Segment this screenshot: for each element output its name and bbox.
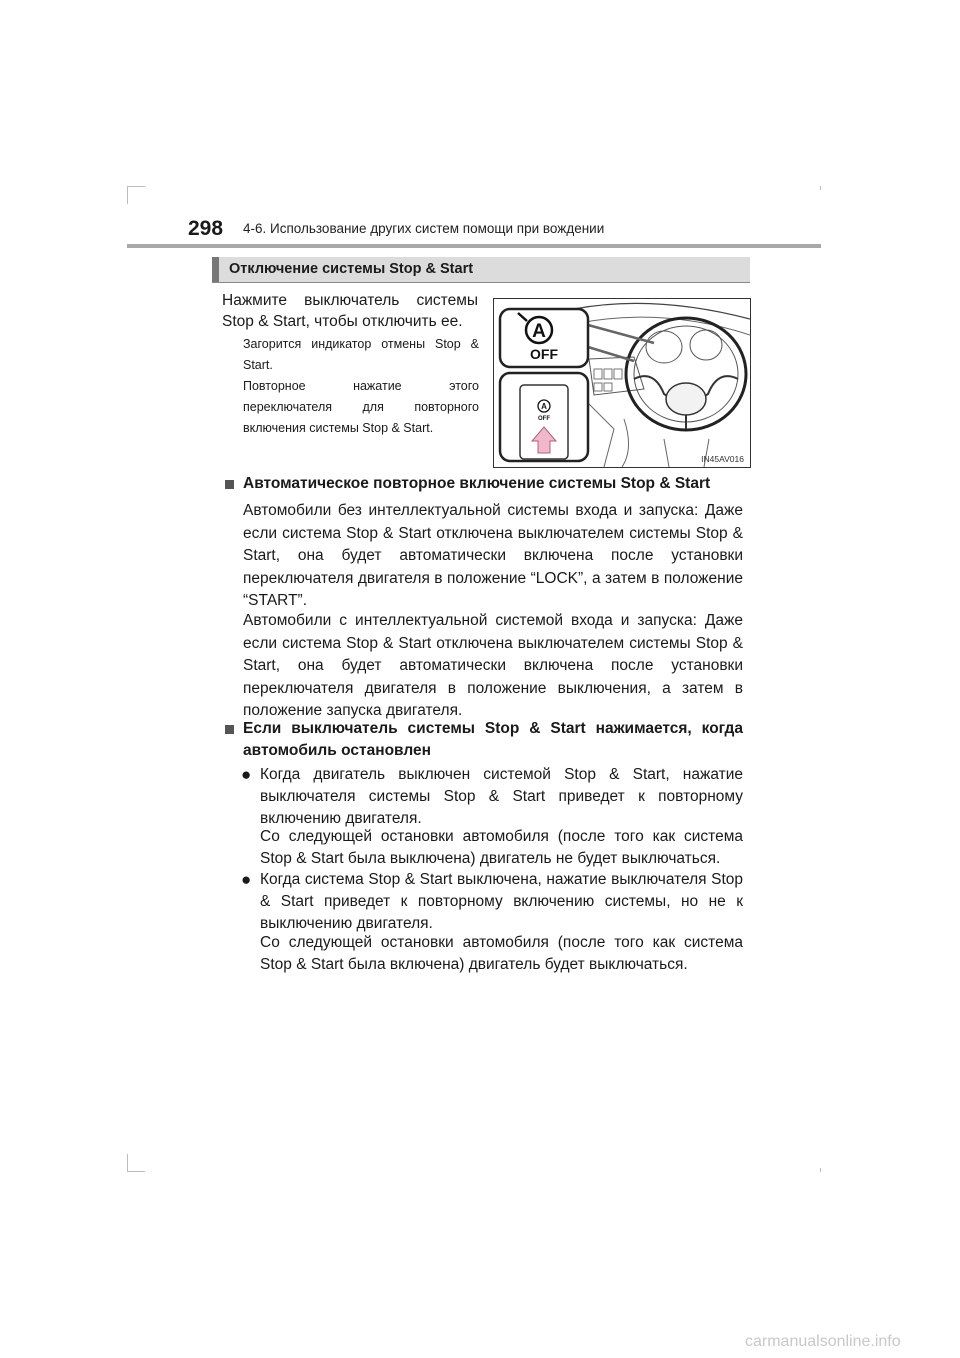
crop-mark bbox=[127, 186, 145, 187]
bullet-1-main: Когда двигатель выключен системой Stop & Start, нажатие выключателя системы Stop & Start приведет к повторному включению двигателя. bbox=[260, 766, 743, 827]
intro-line-2: Stop & Start, чтобы отключить ее. bbox=[222, 313, 463, 330]
section-underline bbox=[212, 282, 750, 283]
bullet-2-main: Когда система Stop & Start выключена, нажатие выключателя Stop & Start приведет к повторному включению системы, но не к выключению двигателя. bbox=[260, 871, 743, 932]
note-repeat: Повторное нажатие этого переключателя для повторного включения системы Stop & Start. bbox=[243, 379, 479, 435]
svg-text:OFF: OFF bbox=[538, 416, 550, 422]
heading-marker bbox=[225, 480, 234, 489]
crop-mark bbox=[127, 186, 128, 204]
svg-text:A: A bbox=[541, 402, 547, 411]
crop-mark bbox=[127, 1171, 145, 1172]
crop-mark bbox=[820, 1168, 821, 1172]
section-heading-bar bbox=[212, 257, 750, 282]
section-title: Отключение системы Stop & Start bbox=[229, 261, 474, 277]
pressed-stopped-heading: Если выключатель системы Stop & Start нажимается, когда автомобиль остановлен bbox=[243, 720, 743, 759]
auto-restart-para-2: Автомобили с интеллектуальной системой входа и запуска: Даже если система Stop & Start отключена выключателем системы Stop & Start, она будет автоматически включена после установки переключателя двигателя в положение выключения, а затем в положение запуска двигателя. bbox=[243, 612, 743, 719]
bullet-icon: ● bbox=[241, 765, 252, 784]
page-number: 298 bbox=[188, 217, 224, 240]
auto-restart-para-1: Автомобили без интеллектуальной системы входа и запуска: Даже если система Stop & Start отключена выключателем системы Stop & Start, она будет автоматически включена после установки переключателя двигателя в положение “LOCK”, а затем в положение “START”. bbox=[243, 502, 743, 609]
header-rule bbox=[127, 244, 821, 248]
figure-code: IN45AV016 bbox=[701, 454, 744, 464]
crop-mark bbox=[820, 186, 821, 190]
button-text: OFF bbox=[530, 346, 558, 362]
crop-mark bbox=[127, 1154, 128, 1172]
auto-restart-heading: Автоматическое повторное включение системы Stop & Start bbox=[243, 475, 711, 492]
watermark: carmanualsonline.info bbox=[745, 1333, 901, 1350]
bullet-2-sub: Со следующей остановки автомобиля (после того как система Stop & Start была включена) двигатель будет выключаться. bbox=[260, 934, 743, 973]
heading-marker bbox=[225, 725, 234, 734]
dashboard-figure bbox=[493, 298, 751, 468]
a-off-button-icon bbox=[500, 309, 588, 367]
running-head: 4-6. Использование других систем помощи при вождении bbox=[243, 221, 605, 236]
steering-wheel-icon bbox=[626, 318, 746, 430]
note-indicator: Загорится индикатор отмены Stop & Start. bbox=[243, 337, 479, 372]
bullet-icon: ● bbox=[241, 870, 252, 889]
intro-line-1: Нажмите выключатель системы bbox=[222, 292, 478, 309]
button-letter: A bbox=[532, 321, 546, 342]
dashboard-illustration bbox=[494, 299, 750, 467]
bullet-1-sub: Со следующей остановки автомобиля (после того как система Stop & Start была выключена) двигатель не будет выключаться. bbox=[260, 828, 743, 867]
